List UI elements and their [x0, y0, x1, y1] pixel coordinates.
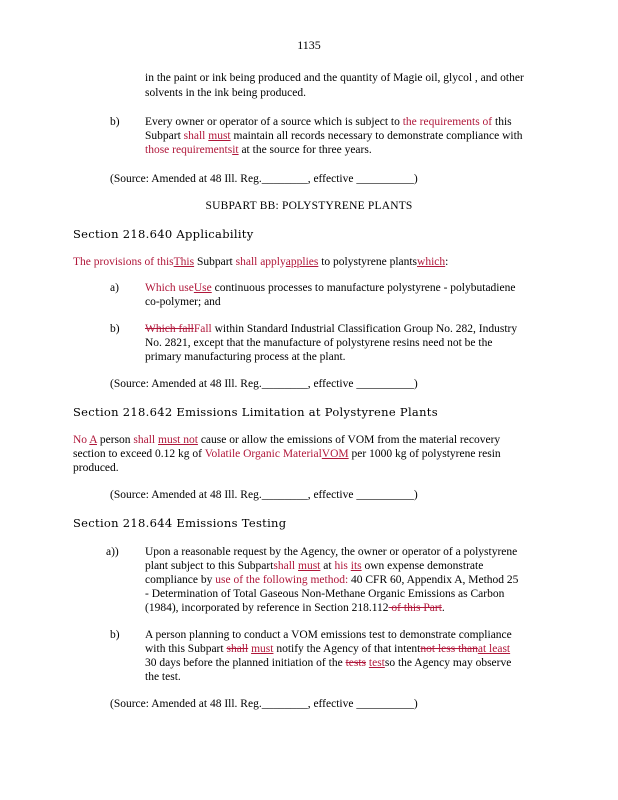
- applicability-intro: [73, 255, 448, 269]
- testing-a-line-3: [145, 573, 518, 587]
- applicability-a-line-2: co-polymer; and: [145, 296, 221, 308]
- source-note: (Source: Amended at 48 Ill. Reg.________, effective __________): [110, 378, 418, 390]
- subpart-title: SUBPART BB: POLYSTYRENE PLANTS: [205, 200, 413, 212]
- testing-b-line-3: [145, 656, 511, 670]
- text-run: continuous processes to manufacture polystyrene - polybutadiene: [211, 282, 516, 294]
- records-line-1: [145, 115, 512, 129]
- inserted-text: test: [368, 657, 385, 669]
- text-run: at the source for three years.: [238, 144, 372, 156]
- text-run: with this Subpart: [145, 643, 227, 655]
- inserted-text: applies: [285, 256, 319, 268]
- item-label-a: a)): [106, 546, 119, 558]
- source-note: (Source: Amended at 48 Ill. Reg.________, effective __________): [110, 698, 418, 710]
- records-line-2: [145, 129, 523, 143]
- inserted-text: the requirements of: [402, 116, 493, 128]
- struck-text: shall: [183, 130, 206, 142]
- testing-a-line-1: Upon a reasonable request by the Agency, the owner or operator of a polystyrene: [145, 546, 518, 558]
- text-run: .: [441, 602, 445, 614]
- source-note: (Source: Amended at 48 Ill. Reg.________, effective __________): [110, 489, 418, 501]
- inserted-text: its: [350, 560, 362, 572]
- records-line-3: [145, 143, 372, 157]
- deleted-text: shall: [226, 643, 249, 655]
- item-label-b: b): [110, 116, 120, 128]
- item-label-b: b): [110, 629, 120, 641]
- text-run: compliance by: [145, 574, 216, 586]
- text-run: maintain all records necessary to demonstrate compliance with: [230, 130, 523, 142]
- applicability-b-line-2: No. 2821, except that the manufacture of polystyrene resins need not be the: [145, 337, 493, 349]
- text-run: to polystyrene plants: [318, 256, 418, 268]
- text-run: (1984), incorporated by reference in Section 218.112: [145, 602, 389, 614]
- testing-a-line-5: [145, 601, 445, 615]
- testing-a-line-4: - Determination of Total Gaseous Non-Methane Organic Emissions as Carbon: [145, 588, 505, 600]
- text-run: within Standard Industrial Classification Group No. 282, Industry: [211, 323, 518, 335]
- text-run: 30 days before the planned initiation of the: [145, 657, 346, 669]
- inserted-text: at least: [477, 643, 511, 655]
- text-run: Subpart: [194, 256, 236, 268]
- text-run: notify the Agency of that intent: [273, 643, 421, 655]
- testing-b-line-2: [145, 642, 510, 656]
- struck-text: shall: [133, 434, 156, 446]
- inserted-text: This: [173, 256, 195, 268]
- source-note: (Source: Amended at 48 Ill. Reg.________, effective __________): [110, 173, 418, 185]
- text-run: cause or allow the emissions of VOM from the material recovery: [197, 434, 501, 446]
- struck-text: his: [334, 560, 348, 572]
- text-run: so the Agency may observe: [384, 657, 512, 669]
- applicability-b-line-3: primary manufacturing process at the plant.: [145, 351, 346, 363]
- inserted-text: must: [251, 643, 274, 655]
- applicability-b-line-1: [145, 322, 517, 336]
- text-run: own expense demonstrate: [361, 560, 484, 572]
- deleted-text: not less than: [420, 643, 478, 655]
- testing-b-line-1: A person planning to conduct a VOM emissions test to demonstrate compliance: [145, 629, 512, 641]
- struck-text: Volatile Organic Material: [204, 448, 322, 460]
- text-run: this: [492, 116, 512, 128]
- struck-text: use of the following method:: [215, 574, 349, 586]
- inserted-text: it: [232, 144, 239, 156]
- section-heading: Section 218.644 Emissions Testing: [73, 516, 287, 530]
- struck-text: The provisions of this: [73, 256, 174, 268]
- text-run: at: [320, 560, 335, 572]
- inserted-text: A: [89, 434, 97, 446]
- struck-text: shall apply: [235, 256, 286, 268]
- testing-b-line-4: the test.: [145, 671, 181, 683]
- text-run: 40 CFR 60, Appendix A, Method 25: [348, 574, 519, 586]
- inserted-text: must: [208, 130, 231, 142]
- item-label-a: a): [110, 282, 119, 294]
- text-run: person: [96, 434, 134, 446]
- inserted-text: Fall: [193, 323, 212, 335]
- struck-text: Which use: [145, 282, 194, 294]
- inserted-text: which: [417, 256, 446, 268]
- text-run: Every owner or operator of a source which is subject to: [145, 116, 403, 128]
- emissions-limit-line-1: [73, 433, 500, 447]
- deleted-text: tests: [345, 657, 367, 669]
- applicability-a-line-1: [145, 281, 515, 295]
- inserted-text: must: [298, 560, 321, 572]
- struck-text: shall: [273, 560, 296, 572]
- struck-text: those requirements: [145, 144, 233, 156]
- inserted-text: Use: [193, 282, 212, 294]
- emissions-limit-line-2: [73, 447, 501, 461]
- text-run: :: [445, 256, 449, 268]
- section-heading: Section 218.640 Applicability: [73, 227, 254, 241]
- inserted-text: must not: [158, 434, 198, 446]
- text-run: plant subject to this Subpart: [145, 560, 274, 572]
- emissions-limit-line-3: produced.: [73, 462, 119, 474]
- page-number: 1135: [297, 38, 321, 52]
- section-heading: Section 218.642 Emissions Limitation at Polystyrene Plants: [73, 405, 438, 419]
- struck-text: No: [73, 434, 90, 446]
- deleted-text: of this Part: [388, 602, 442, 614]
- text-run: per 1000 kg of polystyrene resin: [348, 448, 501, 460]
- item-label-b: b): [110, 323, 120, 335]
- deleted-text: Which fall: [145, 323, 194, 335]
- text-run: section to exceed 0.12 kg of: [73, 448, 205, 460]
- inserted-text: VOM: [321, 448, 349, 460]
- continued-paragraph-line-1: in the paint or ink being produced and the quantity of Magie oil, glycol , and other: [145, 72, 524, 84]
- text-run: Subpart: [145, 130, 184, 142]
- testing-a-line-2: [145, 559, 483, 573]
- continued-paragraph-line-2: solvents in the ink being produced.: [145, 87, 306, 99]
